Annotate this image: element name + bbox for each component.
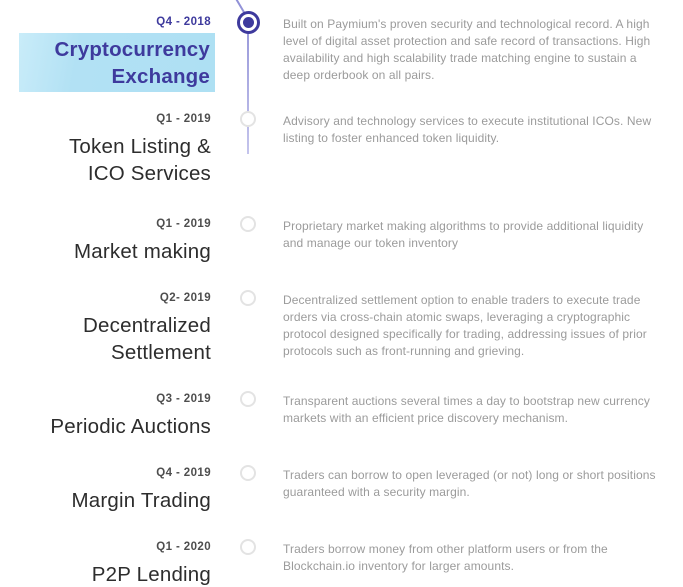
milestone-title-line: ICO Services <box>87 162 211 185</box>
quarter-label: Q4 - 2019 <box>156 467 211 479</box>
milestone-heading-column <box>0 217 215 265</box>
milestone-heading-column <box>0 291 215 366</box>
milestone-title <box>74 238 211 265</box>
timeline-row <box>0 466 683 514</box>
milestone-heading-column <box>0 15 215 92</box>
timeline-dot-column <box>215 466 283 514</box>
timeline-dot-column <box>215 392 283 440</box>
quarter-label: Q1 - 2019 <box>156 113 211 125</box>
milestone-heading-column <box>0 466 215 514</box>
milestone-title-line: Decentralized <box>83 314 211 337</box>
timeline-dot-column <box>215 112 283 187</box>
milestone-title-line: Cryptocurrency <box>54 37 210 61</box>
quarter-label: Q4 - 2018 <box>156 16 211 28</box>
timeline-row <box>0 217 683 265</box>
milestone-description: Decentralized settlement option to enable traders to execute trade orders via cross-chain atomic swaps, leveraging a cryptographic protocol designed specifically for trading, addressing issues of prior protocols such as front-running and grieving. <box>283 293 647 358</box>
milestone-description: Proprietary market making algorithms to provide additional liquidity and manage our token inventory <box>283 219 644 250</box>
milestone-description: Built on Paymium's proven security and technological record. A high level of digital asset protection and safe record of transactions. High availability and high scalability trade matching engine to sustain a deep orderbook on all pairs. <box>283 17 651 82</box>
milestone-title-line: Periodic Auctions <box>50 415 211 438</box>
milestone-title <box>50 413 211 440</box>
timeline-dot <box>240 539 256 555</box>
timeline-dot <box>240 216 256 232</box>
milestone-title <box>83 312 211 366</box>
timeline-row <box>0 540 683 587</box>
timeline-dot <box>240 290 256 306</box>
milestone-title-line: Token Listing & <box>68 135 211 158</box>
quarter-label: Q3 - 2019 <box>156 393 211 405</box>
timeline-dot-column <box>215 291 283 366</box>
milestone-title-line: P2P Lending <box>91 563 211 586</box>
milestone-title-line: Exchange <box>111 64 210 88</box>
timeline-dot-column <box>215 217 283 265</box>
milestone-description: Traders can borrow to open leveraged (or not) long or short positions guaranteed with a security margin. <box>283 468 656 499</box>
timeline-dot <box>240 391 256 407</box>
timeline-row <box>0 15 683 92</box>
timeline-dot-column <box>215 540 283 587</box>
quarter-label: Q1 - 2020 <box>156 541 211 553</box>
milestone-title-line: Market making <box>73 240 211 263</box>
milestone-title-line: Margin Trading <box>71 489 211 512</box>
milestone-heading-column <box>0 540 215 587</box>
milestone-title-highlighted <box>19 33 215 92</box>
milestone-title <box>69 133 211 187</box>
milestone-description: Transparent auctions several times a day to bootstrap new currency markets with an efficient price discovery mechanism. <box>283 394 650 425</box>
timeline-row <box>0 112 683 187</box>
milestone-title <box>71 487 211 514</box>
quarter-label: Q2- 2019 <box>159 292 211 304</box>
milestone-heading-column <box>0 112 215 187</box>
milestone-title-line: Settlement <box>111 341 211 364</box>
timeline-dot <box>240 465 256 481</box>
milestone-title <box>92 561 211 587</box>
timeline-dot <box>240 111 256 127</box>
quarter-label: Q1 - 2019 <box>156 218 211 230</box>
timeline-dot-active <box>237 11 260 34</box>
timeline-row <box>0 392 683 440</box>
timeline-dot-column <box>215 15 283 92</box>
timeline-row <box>0 291 683 366</box>
milestone-description: Traders borrow money from other platform users or from the Blockchain.io inventory for larger amounts. <box>283 542 608 573</box>
milestone-heading-column <box>0 392 215 440</box>
milestone-description: Advisory and technology services to execute institutional ICOs. New listing to foster enhanced token liquidity. <box>283 114 652 145</box>
